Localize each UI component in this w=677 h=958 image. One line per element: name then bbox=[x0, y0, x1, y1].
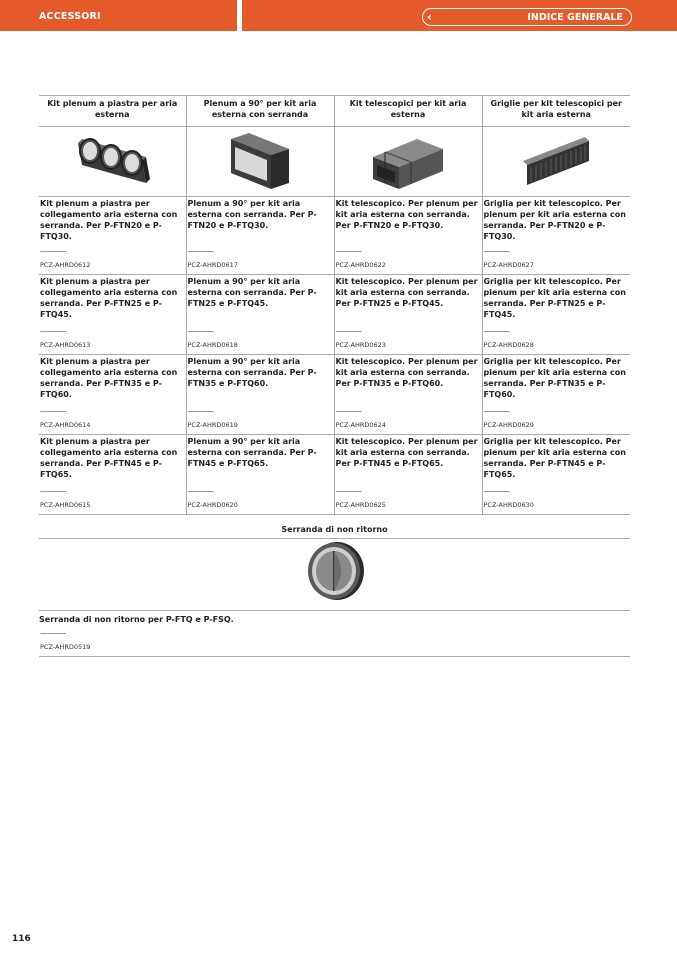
general-index-button[interactable] bbox=[422, 8, 632, 26]
product-description: Plenum a 90° per kit aria esterna con serranda. Per P-FTN45 e P-FTQ65. bbox=[187, 437, 317, 468]
plenum-90-image bbox=[225, 131, 295, 193]
product-code: PCZ-AHRD0625 bbox=[335, 501, 386, 509]
separator-dash: ———— bbox=[483, 327, 510, 335]
separator-dash: ———— bbox=[335, 247, 362, 255]
product-code: PCZ-AHRD0620 bbox=[187, 501, 238, 509]
product-description: Plenum a 90° per kit aria esterna con serranda. Per P-FTN35 e P-FTQ60. bbox=[187, 357, 317, 388]
column-header: Plenum a 90° per kit aria esterna con serranda bbox=[186, 96, 334, 127]
grille-image bbox=[519, 131, 593, 193]
image-cell bbox=[186, 127, 334, 197]
product-code: PCZ-AHRD0617 bbox=[187, 261, 238, 269]
product-description: Kit telescopico. Per plenum per kit aria esterna con serranda. Per P-FTN25 e P-FTQ45. bbox=[335, 277, 478, 308]
check-damper-title: Serranda di non ritorno bbox=[39, 520, 630, 539]
section-title: ACCESSORI bbox=[39, 11, 101, 22]
separator-dash: ———— bbox=[40, 327, 66, 335]
chevron-left-icon: ‹ bbox=[427, 10, 432, 24]
product-cell bbox=[39, 275, 186, 355]
column-header: Kit telescopici per kit aria esterna bbox=[334, 96, 482, 127]
separator-dash: ———— bbox=[187, 487, 214, 495]
product-cell bbox=[482, 435, 630, 515]
separator-dash: ———— bbox=[187, 247, 214, 255]
table-row bbox=[39, 275, 630, 355]
product-code: PCZ-AHRD0623 bbox=[335, 341, 386, 349]
separator-dash: ———— bbox=[40, 629, 66, 637]
product-cell bbox=[334, 355, 482, 435]
table-row bbox=[39, 355, 630, 435]
product-description: Kit telescopico. Per plenum per kit aria esterna con serranda. Per P-FTN20 e P-FTQ30. bbox=[335, 199, 478, 230]
product-image-row bbox=[39, 127, 630, 197]
header-section-bar bbox=[0, 0, 237, 31]
product-cell bbox=[482, 197, 630, 275]
product-code: PCZ-AHRD0630 bbox=[483, 501, 534, 509]
header-index-bar bbox=[242, 0, 677, 31]
product-cell bbox=[482, 355, 630, 435]
separator-dash: ———— bbox=[40, 247, 66, 255]
product-code: PCZ-AHRD0629 bbox=[483, 421, 534, 429]
separator-dash: ———— bbox=[40, 487, 66, 495]
product-code: PCZ-AHRD0519 bbox=[40, 643, 91, 651]
product-description: Serranda di non ritorno per P-FTQ e P-FSQ. bbox=[39, 615, 234, 624]
product-code: PCZ-AHRD0624 bbox=[335, 421, 386, 429]
table-row bbox=[39, 197, 630, 275]
product-cell bbox=[39, 355, 186, 435]
product-cell bbox=[186, 197, 334, 275]
separator-dash: ———— bbox=[335, 487, 362, 495]
product-description: Griglia per kit telescopico. Per plenum per kit aria esterna con serranda. Per P-FTN35 e P-FTQ60. bbox=[483, 357, 626, 399]
separator-dash: ———— bbox=[483, 247, 510, 255]
telescopic-kit-image bbox=[369, 131, 447, 193]
product-description: Plenum a 90° per kit aria esterna con serranda. Per P-FTN25 e P-FTQ45. bbox=[187, 277, 317, 308]
separator-dash: ———— bbox=[483, 487, 510, 495]
image-cell bbox=[482, 127, 630, 197]
product-code: PCZ-AHRD0615 bbox=[40, 501, 91, 509]
separator-dash: ———— bbox=[335, 407, 362, 415]
column-header: Kit plenum a piastra per aria esterna bbox=[39, 96, 186, 127]
product-code: PCZ-AHRD0618 bbox=[187, 341, 238, 349]
product-cell bbox=[39, 612, 630, 657]
product-code: PCZ-AHRD0627 bbox=[483, 261, 534, 269]
check-damper-section bbox=[39, 520, 630, 657]
product-code: PCZ-AHRD0628 bbox=[483, 341, 534, 349]
product-description: Kit plenum a piastra per collegamento aria esterna con serranda. Per P-FTN25 e P-FTQ45. bbox=[40, 277, 178, 319]
general-index-label: INDICE GENERALE bbox=[527, 12, 623, 23]
product-code: PCZ-AHRD0612 bbox=[40, 261, 91, 269]
page-number: 116 bbox=[12, 934, 31, 944]
product-description: Plenum a 90° per kit aria esterna con serranda. Per P-FTN20 e P-FTQ30. bbox=[187, 199, 317, 230]
accessories-table bbox=[39, 95, 630, 515]
product-description: Kit plenum a piastra per collegamento aria esterna con serranda. Per P-FTN35 e P-FTQ60. bbox=[40, 357, 178, 399]
separator-dash: ———— bbox=[483, 407, 510, 415]
product-description: Griglia per kit telescopico. Per plenum per kit aria esterna con serranda. Per P-FTN25 e P-FTQ45. bbox=[483, 277, 626, 319]
product-cell bbox=[334, 435, 482, 515]
separator-dash: ———— bbox=[40, 407, 66, 415]
product-cell bbox=[482, 275, 630, 355]
separator-dash: ———— bbox=[335, 327, 362, 335]
product-cell bbox=[186, 435, 334, 515]
table-row bbox=[39, 435, 630, 515]
product-cell bbox=[39, 197, 186, 275]
product-code: PCZ-AHRD0613 bbox=[40, 341, 91, 349]
product-cell bbox=[334, 197, 482, 275]
plenum-plate-image bbox=[72, 131, 152, 193]
table-header-row bbox=[39, 96, 630, 127]
check-damper-image bbox=[304, 540, 366, 602]
product-description: Kit telescopico. Per plenum per kit aria esterna con serranda. Per P-FTN35 e P-FTQ60. bbox=[335, 357, 478, 388]
column-header: Griglie per kit telescopici per kit aria esterna bbox=[482, 96, 630, 127]
product-description: Griglia per kit telescopico. Per plenum per kit aria esterna con serranda. Per P-FTN20 e P-FTQ30. bbox=[483, 199, 626, 241]
image-cell bbox=[39, 540, 630, 611]
separator-dash: ———— bbox=[187, 327, 214, 335]
product-code: PCZ-AHRD0622 bbox=[335, 261, 386, 269]
product-description: Griglia per kit telescopico. Per plenum per kit aria esterna con serranda. Per P-FTN45 e P-FTQ65. bbox=[483, 437, 626, 479]
product-cell bbox=[186, 275, 334, 355]
image-cell bbox=[334, 127, 482, 197]
separator-dash: ———— bbox=[187, 407, 214, 415]
image-cell bbox=[39, 127, 186, 197]
product-description: Kit telescopico. Per plenum per kit aria esterna con serranda. Per P-FTN45 e P-FTQ65. bbox=[335, 437, 478, 468]
product-cell bbox=[334, 275, 482, 355]
product-code: PCZ-AHRD0614 bbox=[40, 421, 91, 429]
product-description: Kit plenum a piastra per collegamento aria esterna con serranda. Per P-FTN45 e P-FTQ65. bbox=[40, 437, 178, 479]
product-cell bbox=[186, 355, 334, 435]
product-description: Kit plenum a piastra per collegamento aria esterna con serranda. Per P-FTN20 e P-FTQ30. bbox=[40, 199, 178, 241]
product-cell bbox=[39, 435, 186, 515]
product-code: PCZ-AHRD0619 bbox=[187, 421, 238, 429]
